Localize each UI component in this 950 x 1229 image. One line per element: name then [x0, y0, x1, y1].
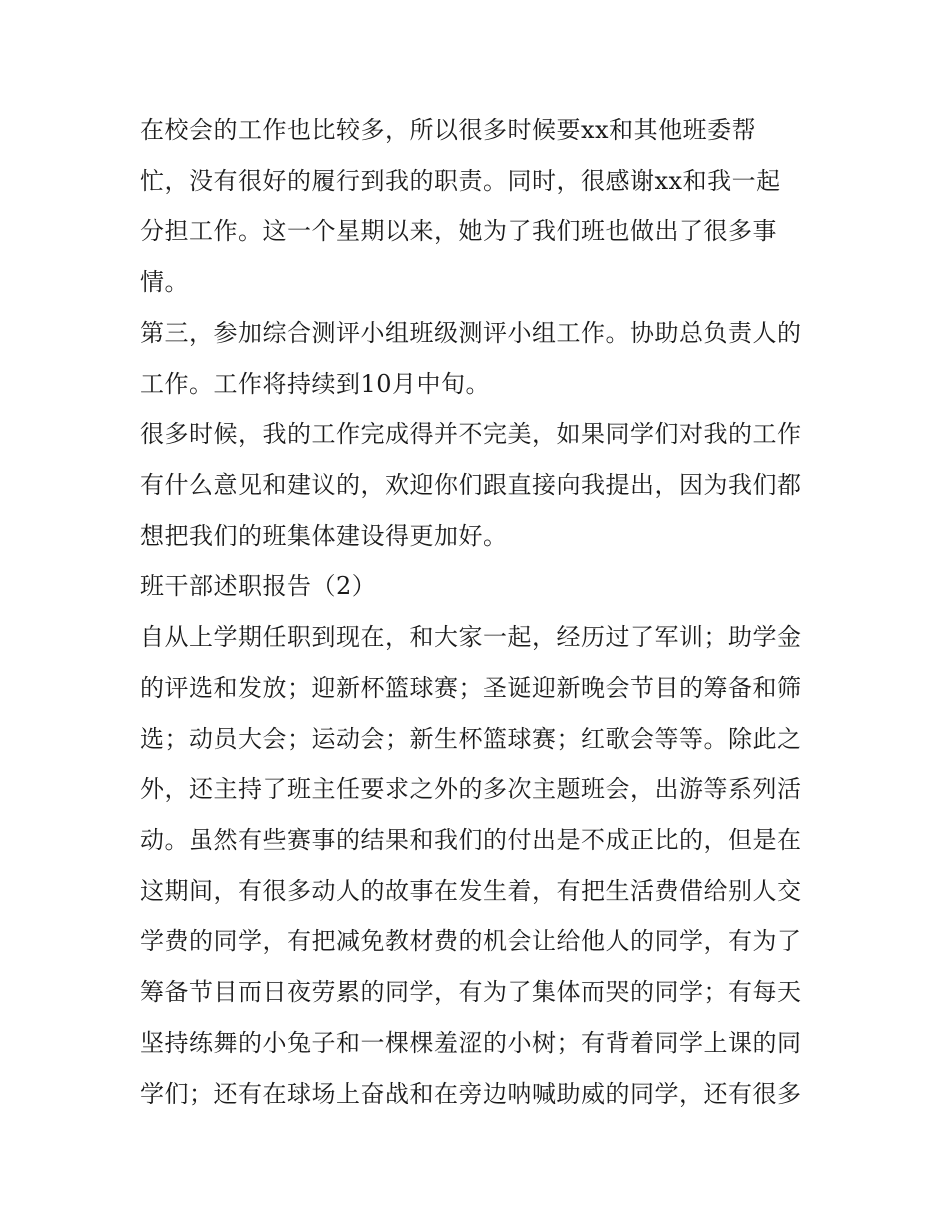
text-line: 学费的同学，有把减免教材费的机会让给他人的同学，有为了 — [140, 927, 802, 955]
text-line: 有什么意见和建议的，欢迎你们跟直接向我提出，因为我们都 — [140, 471, 802, 499]
text-line: 很多时候，我的工作完成得并不完美，如果同学们对我的工作 — [140, 420, 802, 448]
text-line: 工作。工作将持续到10月中旬。 — [140, 370, 491, 398]
text-line: 选；动员大会；运动会；新生杯篮球赛；红歌会等等。除此之 — [140, 725, 802, 753]
text-line: 学们；还有在球场上奋战和在旁边呐喊助威的同学，还有很多 — [140, 1080, 802, 1108]
text-line: 的评选和发放；迎新杯篮球赛；圣诞迎新晚会节目的筹备和筛 — [140, 674, 802, 702]
text-line: 想把我们的班集体建设得更加好。 — [140, 522, 508, 550]
text-line: 这期间，有很多动人的故事在发生着，有把生活费借给别人交 — [140, 877, 802, 905]
text-line: 自从上学期任职到现在，和大家一起，经历过了军训；助学金 — [140, 623, 802, 651]
text-line: 情。 — [140, 268, 189, 296]
text-line: 外，还主持了班主任要求之外的多次主题班会，出游等系列活 — [140, 775, 802, 803]
text-line: 第三，参加综合测评小组班级测评小组工作。协助总负责人的 — [140, 319, 802, 347]
text-line: 坚持练舞的小兔子和一棵棵羞涩的小树；有背着同学上课的同 — [140, 1029, 802, 1057]
text-line: 筹备节目而日夜劳累的同学，有为了集体而哭的同学；有每天 — [140, 978, 802, 1006]
text-line: 动。虽然有些赛事的结果和我们的付出是不成正比的，但是在 — [140, 826, 802, 854]
section-heading: 班干部述职报告（2） — [140, 572, 377, 600]
text-line: 分担工作。这一个星期以来，她为了我们班也做出了很多事 — [140, 217, 777, 245]
text-line: 在校会的工作也比较多，所以很多时候要xx和其他班委帮 — [140, 116, 757, 144]
text-line: 忙，没有很好的履行到我的职责。同时，很感谢xx和我一起 — [140, 167, 781, 195]
